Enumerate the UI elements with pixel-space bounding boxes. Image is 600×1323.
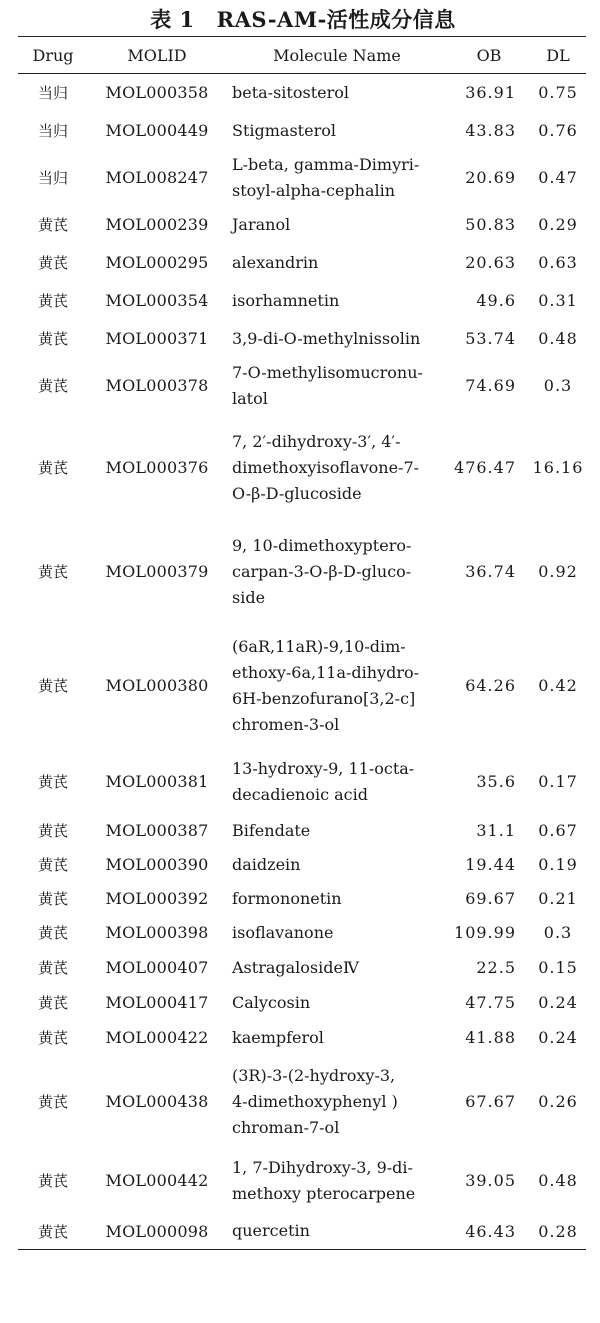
active-ingredients-table bbox=[18, 36, 586, 1250]
table-row bbox=[18, 522, 586, 622]
molid-cell: MOL000239 bbox=[105, 215, 209, 234]
drug-cell: 黄芪 bbox=[37, 773, 68, 791]
molecule-name-cell bbox=[226, 206, 448, 244]
ob-cell: 22.5 bbox=[476, 958, 516, 977]
ob-cell: 35.6 bbox=[476, 772, 516, 791]
drug-cell: 黄芪 bbox=[18, 1214, 88, 1250]
molecule-name-cell bbox=[226, 814, 448, 848]
dl-cell: 0.15 bbox=[538, 958, 578, 977]
drug-cell: 黄芪 bbox=[37, 254, 68, 272]
molecule-name-line: 7, 2′-dihydroxy-3′, 4′- bbox=[232, 431, 401, 451]
ob-cell: 64.26 bbox=[465, 676, 516, 695]
molid-cell: MOL000295 bbox=[105, 253, 209, 272]
ob-cell: 74.69 bbox=[465, 376, 516, 395]
table-row bbox=[18, 112, 586, 150]
drug-cell: 黄芪 bbox=[37, 924, 68, 942]
table-title bbox=[0, 4, 600, 34]
molecule-name-cell bbox=[226, 282, 448, 320]
ob-cell: 47.75 bbox=[465, 993, 516, 1012]
drug-cell: 当归 bbox=[37, 169, 68, 187]
table-row bbox=[18, 1148, 586, 1214]
ob-cell: 39.05 bbox=[465, 1171, 516, 1190]
dl-cell: 0.31 bbox=[538, 291, 578, 310]
molid-cell: MOL000098 bbox=[88, 1214, 226, 1250]
molid-cell: MOL000380 bbox=[105, 676, 209, 695]
molecule-name-cell bbox=[226, 1148, 448, 1214]
drug-cell: 黄芪 bbox=[37, 822, 68, 840]
molid-cell: MOL000392 bbox=[105, 889, 209, 908]
table-row bbox=[18, 1020, 586, 1056]
table-row bbox=[18, 1056, 586, 1148]
table-row bbox=[18, 622, 586, 750]
ob-cell: 53.74 bbox=[465, 329, 516, 348]
molecule-name-cell bbox=[226, 74, 448, 112]
molid-cell: MOL008247 bbox=[105, 168, 209, 187]
table-row bbox=[18, 848, 586, 882]
ob-cell: 50.83 bbox=[465, 215, 516, 234]
table-row bbox=[18, 74, 586, 112]
dl-cell: 0.76 bbox=[538, 121, 578, 140]
molecule-name-cell bbox=[226, 522, 448, 622]
table-number: 表 1 bbox=[150, 7, 195, 32]
molecule-name-cell bbox=[226, 1214, 448, 1250]
molecule-name-line: beta-sitosterol bbox=[232, 82, 349, 102]
table-row bbox=[18, 950, 586, 986]
molecule-name-line: side bbox=[232, 587, 266, 607]
molecule-name-line: Calycosin bbox=[232, 992, 311, 1012]
molecule-name-line: 6H-benzofurano[3,2-c] bbox=[232, 688, 416, 708]
table-row bbox=[18, 750, 586, 814]
table-row bbox=[18, 150, 586, 206]
molid-cell: MOL000358 bbox=[105, 83, 209, 103]
dl-cell: 0.24 bbox=[538, 993, 578, 1012]
dl-cell: 0.19 bbox=[538, 855, 578, 874]
table-caption: RAS-AM-活性成分信息 bbox=[216, 7, 456, 32]
dl-cell: 0.48 bbox=[538, 1171, 578, 1190]
dl-cell: 0.75 bbox=[538, 83, 578, 103]
ob-cell: 31.1 bbox=[476, 821, 516, 840]
drug-cell: 黄芪 bbox=[37, 216, 68, 234]
table-row bbox=[18, 882, 586, 916]
ob-cell: 20.69 bbox=[465, 168, 516, 187]
table-row bbox=[18, 414, 586, 522]
table-row bbox=[18, 282, 586, 320]
molecule-name-line: formononetin bbox=[232, 888, 342, 908]
molecule-name-line: isorhamnetin bbox=[232, 290, 340, 310]
ob-cell: 69.67 bbox=[465, 889, 516, 908]
molecule-name-line: 9, 10-dimethoxyptero- bbox=[232, 535, 412, 555]
drug-cell: 黄芪 bbox=[37, 1093, 68, 1111]
molid-cell: MOL000438 bbox=[105, 1092, 209, 1111]
column-header-drug: Drug bbox=[18, 37, 88, 74]
molecule-name-line: quercetin bbox=[232, 1221, 310, 1241]
dl-cell: 0.28 bbox=[530, 1214, 586, 1250]
molecule-name-line: 4-dimethoxyphenyl ) bbox=[232, 1091, 398, 1111]
dl-cell: 0.3 bbox=[543, 376, 573, 395]
molecule-name-line: (6aR,11aR)-9,10-dim- bbox=[232, 636, 406, 656]
table-row bbox=[18, 206, 586, 244]
ob-cell: 19.44 bbox=[465, 855, 516, 874]
dl-cell: 0.21 bbox=[538, 889, 578, 908]
table-row bbox=[18, 986, 586, 1020]
molecule-name-line: Bifendate bbox=[232, 820, 311, 840]
drug-cell: 黄芪 bbox=[37, 959, 68, 977]
drug-cell: 黄芪 bbox=[37, 1172, 68, 1190]
molecule-name-line: 7-O-methylisomucronu- bbox=[232, 362, 423, 382]
molecule-name-cell bbox=[226, 622, 448, 750]
dl-cell: 0.3 bbox=[543, 923, 573, 942]
molid-cell: MOL000442 bbox=[105, 1171, 209, 1190]
column-header-molid: MOLID bbox=[88, 37, 226, 74]
ob-cell: 109.99 bbox=[454, 923, 516, 942]
molecule-name-cell bbox=[226, 150, 448, 206]
dl-cell: 0.63 bbox=[538, 253, 578, 272]
dl-cell: 0.48 bbox=[538, 329, 578, 348]
molecule-name-cell bbox=[226, 1056, 448, 1148]
molid-cell: MOL000449 bbox=[105, 121, 209, 140]
drug-cell: 黄芪 bbox=[37, 890, 68, 908]
molid-cell: MOL000376 bbox=[105, 458, 209, 477]
table-row bbox=[18, 358, 586, 414]
molid-cell: MOL000417 bbox=[105, 993, 209, 1012]
table-row bbox=[18, 916, 586, 950]
molid-cell: MOL000390 bbox=[105, 855, 209, 874]
molecule-name-line: (3R)-3-(2-hydroxy-3, bbox=[232, 1065, 396, 1085]
molecule-name-line: chromen-3-ol bbox=[232, 714, 340, 734]
molecule-name-line: daidzein bbox=[232, 854, 301, 874]
table-row bbox=[18, 1214, 586, 1250]
molecule-name-cell bbox=[226, 1020, 448, 1056]
ob-cell: 43.83 bbox=[465, 121, 516, 140]
molecule-name-line: 13-hydroxy-9, 11-octa- bbox=[232, 758, 415, 778]
molecule-name-line: L-beta, gamma-Dimyri- bbox=[232, 154, 420, 174]
molecule-name-cell bbox=[226, 320, 448, 358]
molecule-name-cell bbox=[226, 986, 448, 1020]
molecule-name-cell bbox=[226, 882, 448, 916]
molecule-name-line: chroman-7-ol bbox=[232, 1117, 340, 1137]
dl-cell: 0.24 bbox=[538, 1028, 578, 1047]
molecule-name-cell bbox=[226, 112, 448, 150]
table-row bbox=[18, 320, 586, 358]
molid-cell: MOL000387 bbox=[105, 821, 209, 840]
drug-cell: 当归 bbox=[37, 84, 68, 103]
dl-cell: 0.26 bbox=[538, 1092, 578, 1111]
molecule-name-line: isoflavanone bbox=[232, 922, 334, 942]
molid-cell: MOL000354 bbox=[105, 291, 209, 310]
drug-cell: 黄芪 bbox=[37, 856, 68, 874]
molecule-name-line: 1, 7-Dihydroxy-3, 9-di- bbox=[232, 1157, 413, 1177]
dl-cell: 16.16 bbox=[532, 458, 584, 477]
molecule-name-line: dimethoxyisoflavone-7- bbox=[232, 457, 420, 477]
ob-cell: 36.91 bbox=[465, 83, 516, 103]
table-row bbox=[18, 244, 586, 282]
molecule-name-line: latol bbox=[232, 388, 268, 408]
molid-cell: MOL000379 bbox=[105, 562, 209, 581]
dl-cell: 0.67 bbox=[538, 821, 578, 840]
drug-cell: 黄芪 bbox=[37, 1029, 68, 1047]
drug-cell: 黄芪 bbox=[37, 677, 68, 695]
molid-cell: MOL000371 bbox=[105, 329, 209, 348]
molecule-name-cell bbox=[226, 244, 448, 282]
molecule-name-line: AstragalosideⅣ bbox=[232, 957, 359, 977]
dl-cell: 0.92 bbox=[538, 562, 578, 581]
ob-cell: 49.6 bbox=[476, 291, 516, 310]
ob-cell: 36.74 bbox=[465, 562, 516, 581]
dl-cell: 0.42 bbox=[538, 676, 578, 695]
molid-cell: MOL000422 bbox=[105, 1028, 209, 1047]
molid-cell: MOL000378 bbox=[105, 376, 209, 395]
ob-cell: 41.88 bbox=[465, 1028, 516, 1047]
molid-cell: MOL000407 bbox=[105, 958, 209, 977]
ob-cell: 67.67 bbox=[465, 1092, 516, 1111]
drug-cell: 黄芪 bbox=[37, 459, 68, 477]
header-row bbox=[18, 37, 586, 74]
column-header-molecule-name: Molecule Name bbox=[226, 37, 448, 74]
molecule-name-line: stoyl-alpha-cephalin bbox=[232, 180, 396, 200]
molecule-name-cell bbox=[226, 916, 448, 950]
molid-cell: MOL000381 bbox=[105, 772, 209, 791]
molecule-name-cell bbox=[226, 750, 448, 814]
molecule-name-cell bbox=[226, 848, 448, 882]
molecule-name-line: 3,9-di-O-methylnissolin bbox=[232, 328, 421, 348]
molecule-name-cell bbox=[226, 358, 448, 414]
molecule-name-line: Stigmasterol bbox=[232, 120, 336, 140]
column-header-dl: DL bbox=[530, 37, 586, 74]
molecule-name-line: decadienoic acid bbox=[232, 784, 368, 804]
molid-cell: MOL000398 bbox=[105, 923, 209, 942]
ob-cell: 476.47 bbox=[454, 458, 516, 477]
molecule-name-line: kaempferol bbox=[232, 1027, 324, 1047]
molecule-name-line: Jaranol bbox=[232, 214, 291, 234]
molecule-name-cell bbox=[226, 414, 448, 522]
dl-cell: 0.29 bbox=[538, 215, 578, 234]
table-row bbox=[18, 814, 586, 848]
column-header-ob: OB bbox=[448, 37, 530, 74]
ob-cell: 20.63 bbox=[465, 253, 516, 272]
drug-cell: 黄芪 bbox=[37, 377, 68, 395]
dl-cell: 0.17 bbox=[538, 772, 578, 791]
molecule-name-line: alexandrin bbox=[232, 252, 319, 272]
drug-cell: 当归 bbox=[37, 122, 68, 140]
molecule-name-line: carpan-3-O-β-D-gluco- bbox=[232, 561, 412, 581]
drug-cell: 黄芪 bbox=[37, 292, 68, 310]
ob-cell: 46.43 bbox=[448, 1214, 530, 1250]
drug-cell: 黄芪 bbox=[37, 994, 68, 1012]
dl-cell: 0.47 bbox=[538, 168, 578, 187]
drug-cell: 黄芪 bbox=[37, 563, 68, 581]
molecule-name-line: methoxy pterocarpene bbox=[232, 1183, 416, 1203]
drug-cell: 黄芪 bbox=[37, 330, 68, 348]
molecule-name-line: ethoxy-6a,11a-dihydro- bbox=[232, 662, 420, 682]
molecule-name-cell bbox=[226, 950, 448, 986]
molecule-name-line: O-β-D-glucoside bbox=[232, 483, 362, 503]
